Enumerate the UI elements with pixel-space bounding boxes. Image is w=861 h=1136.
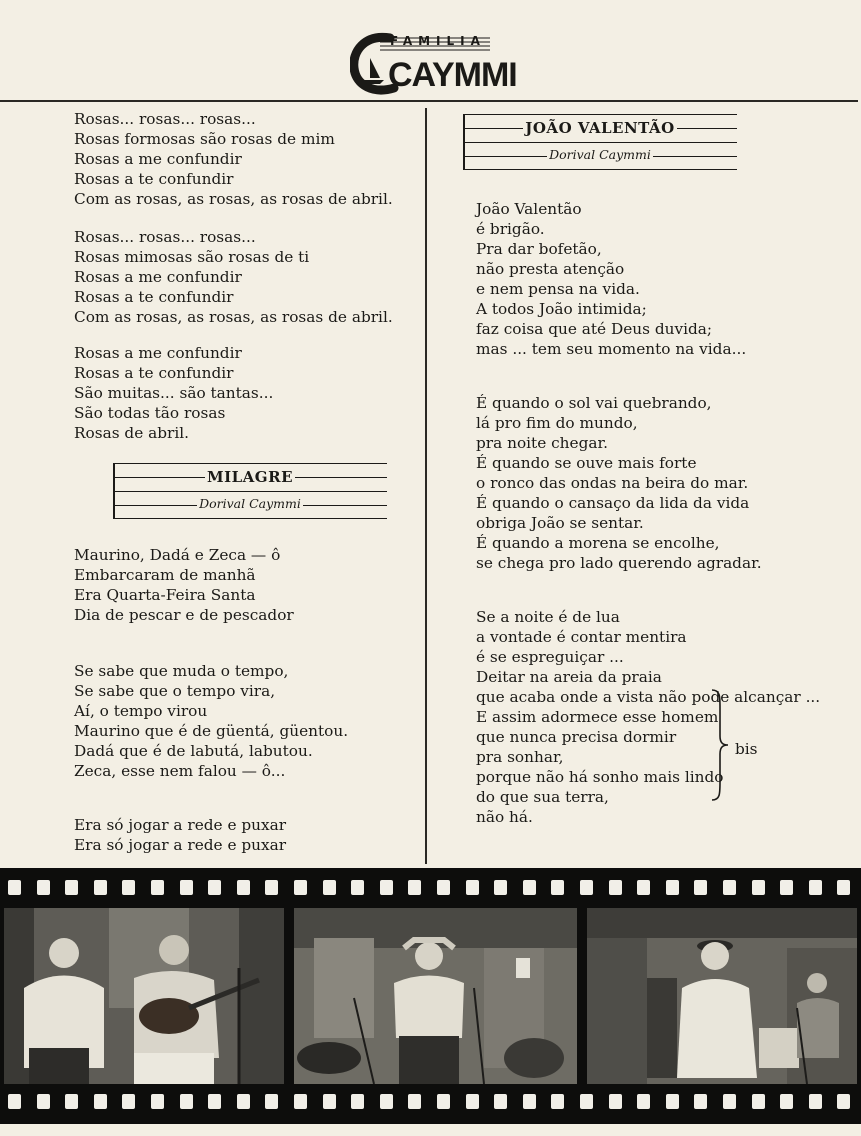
- film-perforation: [780, 1094, 793, 1109]
- lyric-line: pra noite chegar.: [476, 434, 608, 452]
- lyric-line: mas ... tem seu momento na vida...: [476, 340, 747, 358]
- film-perforation: [351, 1094, 364, 1109]
- film-perforation: [437, 1094, 450, 1109]
- film-perforation: [8, 1094, 21, 1109]
- lyric-line: é se espreguiçar ...: [476, 648, 624, 666]
- film-perforation: [37, 1094, 50, 1109]
- stanza: [476, 393, 820, 573]
- film-perforation: [551, 880, 564, 895]
- stanza: [74, 343, 393, 443]
- lyric-line: se chega pro lado querendo agradar.: [476, 554, 762, 572]
- lyric-line: Dia de pescar e de pescador: [74, 606, 294, 624]
- film-perforation: [494, 1094, 507, 1109]
- film-perforation: [723, 880, 736, 895]
- film-perforation: [666, 1094, 679, 1109]
- lyric-line: e nem pensa na vida.: [476, 280, 640, 298]
- film-perforation: [466, 880, 479, 895]
- film-perforations-top: [0, 880, 861, 900]
- film-perforation: [294, 1094, 307, 1109]
- film-perforation: [837, 1094, 850, 1109]
- column-divider: [425, 108, 427, 864]
- film-perforation: [780, 880, 793, 895]
- song-author: Dorival Caymmi: [199, 496, 301, 511]
- photo-frame-1: [4, 908, 284, 1084]
- film-perforation: [637, 1094, 650, 1109]
- film-perforation: [752, 880, 765, 895]
- film-perforation: [580, 1094, 593, 1109]
- film-perforation: [94, 1094, 107, 1109]
- rosas-lyrics: [74, 109, 393, 443]
- song-author: Dorival Caymmi: [549, 147, 651, 162]
- film-perforation: [523, 880, 536, 895]
- joao-valentao-lyrics: [476, 199, 820, 827]
- photo-frame-3: [587, 908, 857, 1084]
- lyric-line: É quando o cansaço da lida da vida: [476, 494, 750, 512]
- lyric-line: Rosas... rosas... rosas...: [74, 228, 256, 246]
- milagre-lyrics: [74, 545, 348, 855]
- lyric-line: porque não há sonho mais lindo: [476, 768, 724, 786]
- stanza: [476, 199, 820, 359]
- lyric-line: Rosas formosas são rosas de mim: [74, 130, 335, 148]
- lyric-line: Zeca, esse nem falou — ô...: [74, 762, 286, 780]
- lyric-line: Maurino, Dadá e Zeca — ô: [74, 546, 281, 564]
- film-perforation: [323, 1094, 336, 1109]
- lyric-line: Rosas a me confundir: [74, 150, 242, 168]
- film-perforation: [666, 880, 679, 895]
- film-perforation: [151, 880, 164, 895]
- film-perforation: [551, 1094, 564, 1109]
- lyric-line: Pra dar bofetão,: [476, 240, 602, 258]
- film-perforation: [809, 1094, 822, 1109]
- milagre-title-box: [113, 463, 387, 519]
- film-perforation: [694, 1094, 707, 1109]
- film-perforation: [208, 1094, 221, 1109]
- stanza: [74, 109, 393, 209]
- film-perforation: [580, 880, 593, 895]
- familia-caymmi-logo: [350, 30, 517, 96]
- film-perforation: [180, 880, 193, 895]
- header-rule: [0, 100, 858, 102]
- lyric-line: não há.: [476, 808, 533, 826]
- lyric-line: A todos João intimida;: [476, 300, 647, 318]
- stanza: [74, 661, 348, 781]
- song-title: JOÃO VALENTÃO: [525, 119, 675, 137]
- film-perforation: [180, 1094, 193, 1109]
- film-perforation: [122, 1094, 135, 1109]
- lyric-line: Rosas a me confundir: [74, 344, 242, 362]
- lyric-line: Com as rosas, as rosas, as rosas de abril.: [74, 308, 393, 326]
- lyric-line: obriga João se sentar.: [476, 514, 644, 532]
- film-perforation: [408, 1094, 421, 1109]
- film-perforation: [65, 1094, 78, 1109]
- lyric-line: do que sua terra,: [476, 788, 609, 806]
- film-perforation: [380, 1094, 393, 1109]
- lyric-line: João Valentão: [476, 200, 582, 218]
- film-perforation: [237, 1094, 250, 1109]
- film-strip-photos: [0, 868, 861, 1124]
- lyric-line: Rosas de abril.: [74, 424, 189, 442]
- lyric-line: É quando o sol vai quebrando,: [476, 394, 712, 412]
- film-perforations-bottom: [0, 1094, 861, 1114]
- lyric-line: a vontade é contar mentira: [476, 628, 687, 646]
- film-perforation: [723, 1094, 736, 1109]
- film-perforation: [351, 880, 364, 895]
- film-perforation: [208, 880, 221, 895]
- lyric-line: que nunca precisa dormir: [476, 728, 677, 746]
- film-perforation: [265, 880, 278, 895]
- film-perforation: [323, 880, 336, 895]
- film-perforation: [151, 1094, 164, 1109]
- stanza: [74, 815, 348, 855]
- film-perforation: [8, 880, 21, 895]
- film-perforation: [466, 1094, 479, 1109]
- lyric-line: Deitar na areia da praia: [476, 668, 662, 686]
- lyric-line: Com as rosas, as rosas, as rosas de abril.: [74, 190, 393, 208]
- lyric-line: pra sonhar,: [476, 748, 564, 766]
- film-perforation: [437, 880, 450, 895]
- logo-familia-text: FAMILIA: [390, 34, 486, 48]
- lyric-line: Se sabe que muda o tempo,: [74, 662, 289, 680]
- stanza: [74, 545, 348, 625]
- lyric-line: São todas tão rosas: [74, 404, 226, 422]
- film-perforation: [294, 880, 307, 895]
- lyric-line: que acaba onde a vista não pode alcançar ...: [476, 688, 821, 706]
- lyric-line: É quando a morena se encolhe,: [476, 534, 720, 552]
- lyric-line: o ronco das ondas na beira do mar.: [476, 474, 749, 492]
- film-perforation: [523, 1094, 536, 1109]
- lyric-line: Se sabe que o tempo vira,: [74, 682, 276, 700]
- lyric-line: Se a noite é de lua: [476, 608, 620, 626]
- film-perforation: [265, 1094, 278, 1109]
- logo-caymmi-text: CAYMMI: [388, 56, 517, 94]
- film-perforation: [637, 880, 650, 895]
- film-perforation: [809, 880, 822, 895]
- lyric-line: não presta atenção: [476, 260, 625, 278]
- lyric-line: Era só jogar a rede e puxar: [74, 816, 287, 834]
- joao-valentao-title-box: [463, 114, 737, 170]
- photo-frame-2: [294, 908, 577, 1084]
- lyric-line: Rosas... rosas... rosas...: [74, 110, 256, 128]
- lyric-line: Rosas a te confundir: [74, 170, 234, 188]
- lyric-line: Era Quarta-Feira Santa: [74, 586, 256, 604]
- lyric-line: É quando se ouve mais forte: [476, 454, 697, 472]
- lyric-line: E assim adormece esse homem: [476, 708, 719, 726]
- film-perforation: [37, 880, 50, 895]
- lyric-line: Rosas a me confundir: [74, 268, 242, 286]
- lyric-line: Rosas a te confundir: [74, 364, 234, 382]
- song-title: MILAGRE: [206, 468, 293, 486]
- lyric-line: faz coisa que até Deus duvida;: [476, 320, 713, 338]
- film-perforation: [694, 880, 707, 895]
- lyric-line: Embarcaram de manhã: [74, 566, 256, 584]
- film-perforation: [65, 880, 78, 895]
- film-perforation: [237, 880, 250, 895]
- lyric-line: Maurino que é de güentá, güentou.: [74, 722, 349, 740]
- film-perforation: [752, 1094, 765, 1109]
- film-perforation: [494, 880, 507, 895]
- bis-label: bis: [735, 740, 758, 758]
- film-perforation: [837, 880, 850, 895]
- stanza: [74, 227, 393, 327]
- film-perforation: [380, 880, 393, 895]
- film-perforation: [408, 880, 421, 895]
- film-perforation: [122, 880, 135, 895]
- lyric-line: é brigão.: [476, 220, 545, 238]
- lyric-line: Rosas mimosas são rosas de ti: [74, 248, 310, 266]
- lyric-line: lá pro fim do mundo,: [476, 414, 638, 432]
- film-perforation: [609, 880, 622, 895]
- lyric-line: Era só jogar a rede e puxar: [74, 836, 287, 854]
- stanza: [476, 607, 820, 827]
- lyric-line: São muitas... são tantas...: [74, 384, 274, 402]
- lyric-line: Dadá que é de labutá, labutou.: [74, 742, 313, 760]
- lyric-line: Aí, o tempo virou: [74, 702, 208, 720]
- film-perforation: [609, 1094, 622, 1109]
- lyric-line: Rosas a te confundir: [74, 288, 234, 306]
- film-perforation: [94, 880, 107, 895]
- repeat-brace-icon: [708, 688, 738, 802]
